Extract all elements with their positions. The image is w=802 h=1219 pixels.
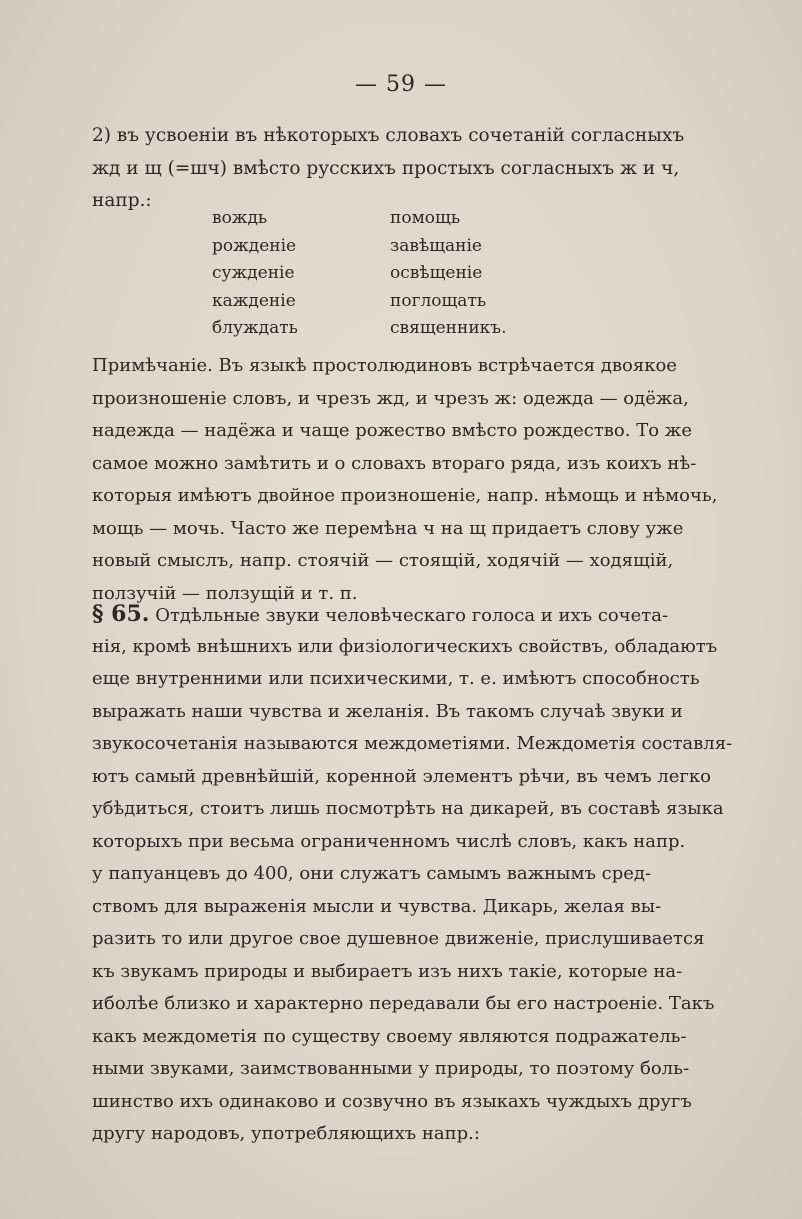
example-right: освѣщеніе — [390, 263, 483, 283]
example-row — [212, 205, 552, 233]
section-line: шинство ихъ одинаково и созвучно въ языкахъ чуждыхъ другъ — [92, 1090, 692, 1112]
examples-table — [212, 205, 552, 343]
intro-paragraph — [92, 120, 685, 218]
section-line: ными звуками, заимствованными у природы, то поэтому боль- — [92, 1058, 690, 1079]
section-line: разить то или другое свое душевное движеніе, прислушивается — [92, 928, 705, 949]
intro-line: жд и щ (=шч) вмѣсто русскихъ простыхъ согласныхъ ж и ч, — [92, 157, 680, 179]
section-line: выражать наши чувства и желанія. Въ такомъ случаѣ звуки и — [92, 700, 683, 722]
example-right: помощь — [390, 208, 461, 228]
section-line: звукосочетанія называются междометіями. Междометія составля- — [92, 733, 733, 754]
section-line: другу народовъ, употребляющихъ напр.: — [92, 1123, 480, 1144]
note-line: Примѣчаніе. Въ языкѣ простолюдиновъ встрѣчается двоякое — [92, 355, 677, 376]
section-line: какъ междометія по существу своему являются подражатель- — [92, 1025, 687, 1047]
example-row — [212, 233, 552, 261]
section-mark: § 65. — [92, 601, 150, 627]
intro-line: напр.: — [92, 190, 152, 211]
section-line: убѣдиться, стоитъ лишь посмотрѣть на дикарей, въ составѣ языка — [92, 798, 724, 819]
example-row — [212, 315, 552, 343]
section-line: иболѣе близко и характерно передавали бы его настроеніе. Такъ — [92, 993, 715, 1014]
section-line: къ звукамъ природы и выбираетъ изъ нихъ такіе, которые на- — [92, 960, 683, 982]
example-left: кажденіе — [212, 290, 296, 311]
example-row — [212, 260, 552, 288]
note-line: произношеніе словъ, и чрезъ жд, и чрезъ ж: одежда — одёжа, — [92, 387, 689, 409]
section-line: еще внутренними или психическими, т. е. имѣютъ способность — [92, 668, 700, 689]
example-left: блуждать — [212, 318, 298, 338]
note-paragraph — [92, 350, 718, 610]
note-line: самое можно замѣтить и о словахъ втораго ряда, изъ коихъ нѣ- — [92, 452, 697, 474]
section-line: § 65. Отдѣльные звуки человѣческаго голоса и ихъ сочета- — [92, 601, 669, 627]
note-line: мощь — мочь. Часто же перемѣна ч на щ придаетъ слову уже — [92, 517, 684, 539]
example-right: священникъ. — [390, 318, 507, 338]
section-line: ствомъ для выраженія мысли и чувства. Дикарь, желая вы- — [92, 895, 662, 917]
note-line: новый смыслъ, напр. стоячій — стоящій, ходячій — ходящій, — [92, 550, 674, 571]
note-line: надежда — надёжа и чаще рожество вмѣсто рождество. То же — [92, 420, 692, 441]
section-line: которыхъ при весьма ограниченномъ числѣ словъ, какъ напр. — [92, 830, 686, 852]
example-left: вождь — [212, 208, 268, 228]
example-left: рожденіе — [212, 235, 297, 256]
example-left: сужденіе — [212, 263, 295, 283]
example-right: завѣщаніе — [390, 235, 482, 256]
intro-line: 2) въ усвоеніи въ нѣкоторыхъ словахъ сочетаній согласныхъ — [92, 125, 685, 146]
example-right: поглощать — [390, 290, 487, 311]
note-line: которыя имѣютъ двойное произношеніе, напр. нѣмощь и нѣмочь, — [92, 485, 718, 506]
section-line: у папуанцевъ до 400, они служатъ самымъ важнымъ сред- — [92, 863, 652, 884]
section-line: нія, кромѣ внѣшнихъ или физіологическихъ свойствъ, обладаютъ — [92, 635, 718, 657]
section-line: ютъ самый древнѣйшій, коренной элементъ рѣчи, въ чемъ легко — [92, 765, 711, 787]
note-line: ползучій — ползущій и т. п. — [92, 582, 358, 604]
page-number: — 59 — — [355, 72, 447, 97]
section-65 — [92, 598, 733, 1151]
example-row — [212, 288, 552, 316]
